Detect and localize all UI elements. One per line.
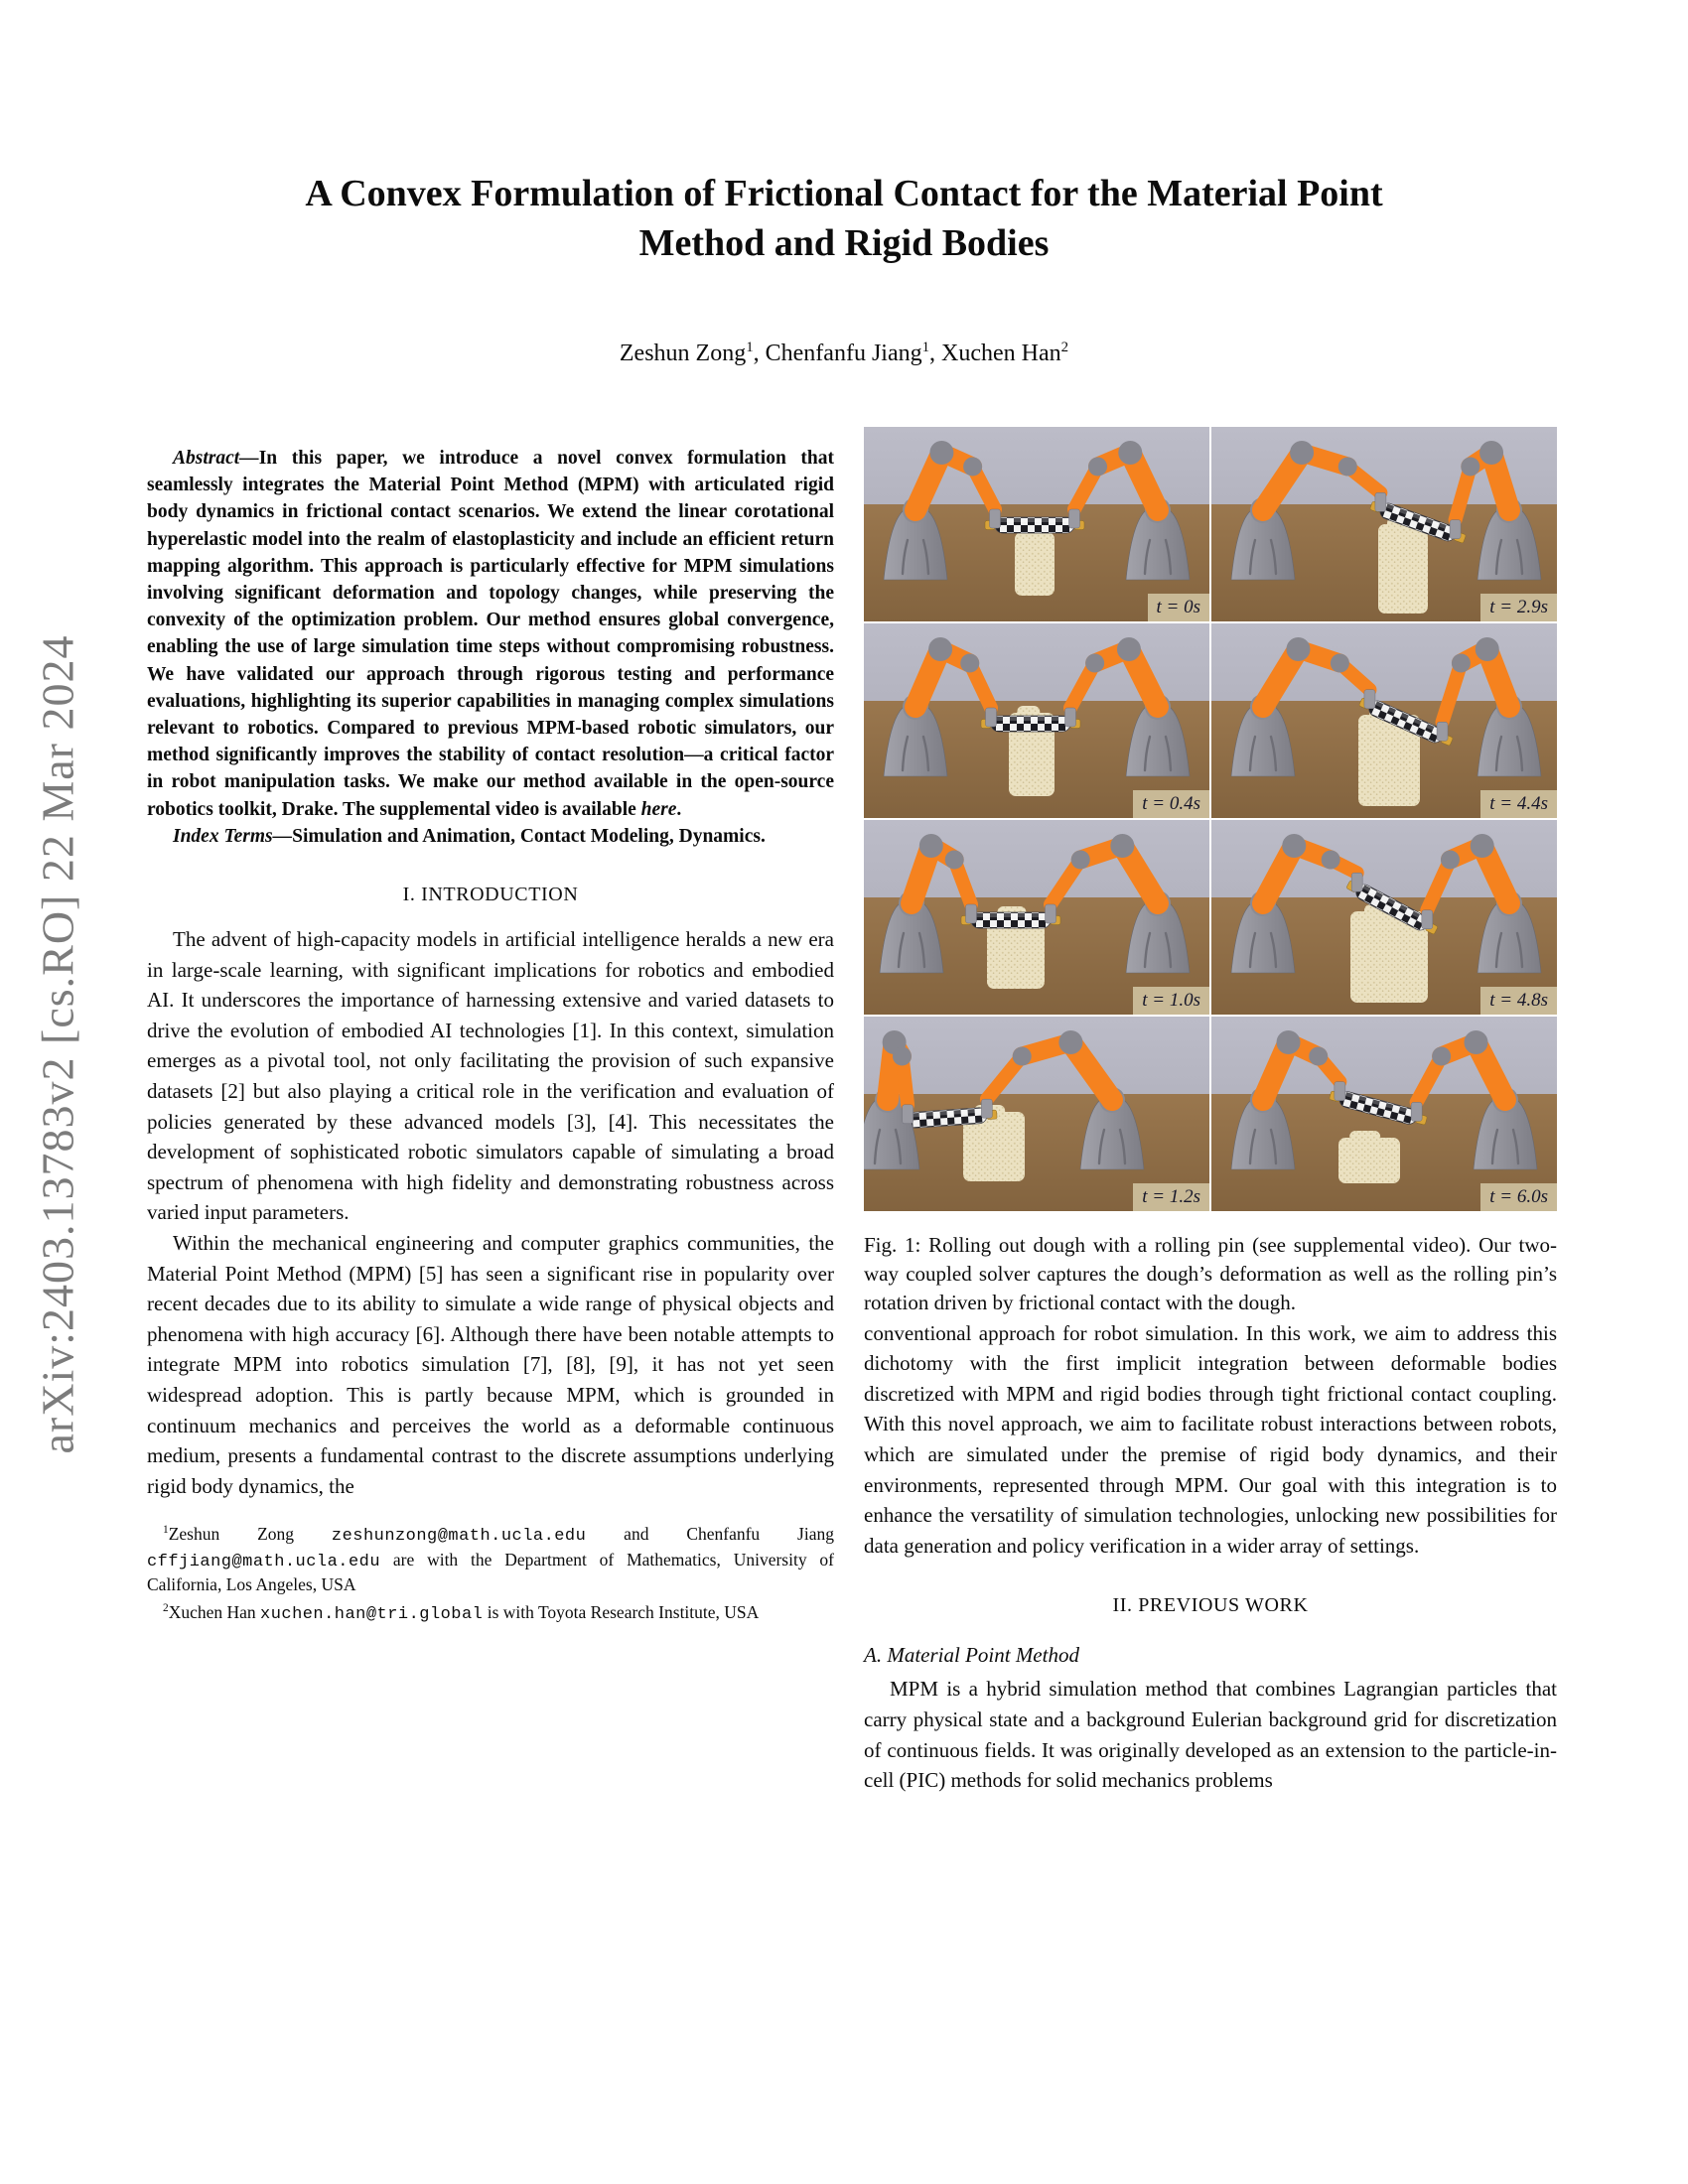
email-text: zeshunzong@math.ucla.edu: [331, 1527, 587, 1547]
robot-scene-svg: [864, 1017, 1209, 1211]
abstract-lead: Abstract—: [173, 448, 259, 469]
sim-frame: [864, 623, 1209, 818]
section-heading-introduction: I. INTRODUCTION: [402, 884, 579, 906]
author-name: Xuchen Han: [941, 341, 1061, 366]
timestamp-label: t = 4.8s: [1480, 987, 1557, 1015]
intro-paragraph-2: Within the mechanical engineering and computer graphics communities, the Material Point Method (MPM) [5] has seen a significant rise in popularity over recent decades due to its ability to simulate a wide range of physical objects and phenomena with high accuracy [6]. Although there have been notable attempts to integrate MPM into robotics simulation [7], [8], [9], it has not yet seen widespread adoption. This is partly because MPM, which is grounded in continuum mechanics and perceives the world as a deformable continuous medium, presents a fundamental contrast to the discrete assumptions underlying rigid body dynamics, the: [147, 1230, 834, 1498]
email-text: xuchen.han@tri.global: [260, 1604, 484, 1624]
footnote-text: is with Toyota Research Institute, USA: [483, 1601, 760, 1622]
timestamp-label: t = 4.4s: [1480, 790, 1557, 818]
timestamp-label: t = 1.2s: [1133, 1183, 1209, 1211]
caption-text: Rolling out dough with a rolling pin (see supplemental video). Our two-way coupled solver captures the dough’s deformation as well as the rolling pin’s rotation driven by frictional contact with the dough.: [864, 1233, 1557, 1315]
timestamp-label: t = 0s: [1148, 594, 1210, 621]
footnote: [147, 1597, 834, 1626]
author-affiliation-mark: 1: [921, 340, 930, 355]
footnote-text: Zeshun Zong: [168, 1524, 332, 1545]
continuation-paragraph: conventional approach for robot simulation. In this work, we aim to address this dichotomy with the first implicit integration between deformable bodies discretized with MPM and rigid bodies through tight frictional contact coupling. With this novel approach, we aim to facilitate robust interactions between robots, which are simulated under the premise of rigid body dynamics, and their environments, represented through MPM. Our goal with this integration is to enhance the versatility of simulation technologies, unlocking new possibilities for data generation and policy verification in a wider array of settings.: [864, 1320, 1557, 1558]
paper-title-line1: A Convex Formulation of Frictional Contact for the Material Point: [305, 173, 1383, 214]
email-text: cffjiang@math.ucla.edu: [147, 1552, 381, 1571]
index-terms-lead: Index Terms—: [173, 825, 293, 847]
author-affiliation-mark: 1: [746, 340, 754, 355]
subsection-heading-material-point-method: A. Material Point Method: [864, 1643, 1079, 1668]
left-column: [147, 439, 834, 1626]
abstract-period: .: [676, 798, 682, 820]
footnote-text: are with the Department of Mathematics, University of California, Los Angeles, USA: [147, 1549, 834, 1595]
caption-lead: Fig. 1:: [864, 1233, 921, 1257]
right-column: [864, 427, 1557, 1796]
robot-scene-svg: [1211, 820, 1557, 1015]
robot-scene-svg: [1211, 427, 1557, 621]
timestamp-label: t = 0.4s: [1133, 790, 1209, 818]
intro-paragraph-1: The advent of high-capacity models in artificial intelligence heralds a new era in large-scale learning, with significant implications for robotics and embodied AI. It underscores the importance of harnessing extensive and varied datasets to drive the evolution of embodied AI technologies [1]. In this context, simulation emerges as a pivotal tool, not only facilitating the provision of such expansive datasets [2] but also playing a critical role in the verification and evaluation of policies generated by these advanced models [3], [4]. This necessitates the development of sophisticated robotic simulators capable of simulating a broad spectrum of phenomena with high fidelity and demonstrating robustness across varied input parameters.: [147, 927, 834, 1225]
footnote-text: Xuchen Han: [168, 1601, 261, 1622]
author-name: Zeshun Zong: [619, 341, 747, 366]
index-terms-paragraph: [147, 823, 834, 850]
sim-frame: [864, 820, 1209, 1015]
timestamp-label: t = 2.9s: [1480, 594, 1557, 621]
abstract-text: In this paper, we introduce a novel convex formulation that seamlessly integrates the Material Point Method (MPM) with articulated rigid body dynamics in frictional contact scenarios. We extend the linear corotational hyperelastic model into the realm of elastoplasticity and include an efficient return mapping algorithm. This approach is particularly effective for MPM simulations involving significant deformation and topology changes, while preserving the convexity of the optimization problem. Our method ensures global convergence, enabling the use of large simulation time steps without compromising robustness. We have validated our approach through rigorous testing and performance evaluations, highlighting its superior capabilities in managing complex simulations relevant to robotics. Compared to previous MPM-based robotic simulators, our method significantly improves the stability of contact resolution—a critical factor in robot manipulation tasks. We make our method available in the open-source robotics toolkit, Drake. The supplemental video is available: [147, 448, 834, 820]
footnote: [147, 1519, 834, 1596]
robot-scene-svg: [1211, 623, 1557, 818]
index-terms-text: Simulation and Animation, Contact Modeling, Dynamics.: [292, 825, 766, 847]
section-heading-previous-work: II. PREVIOUS WORK: [1112, 1594, 1309, 1617]
paper-title: [0, 169, 1688, 268]
arxiv-watermark: arXiv:2403.13783v2 [cs.RO] 22 Mar 2024: [32, 634, 83, 1454]
sim-frame: [1211, 1017, 1557, 1211]
footnote-marker: 2: [163, 1601, 169, 1614]
sim-frame: [1211, 623, 1557, 818]
timestamp-label: t = 6.0s: [1480, 1183, 1557, 1211]
sim-frame: [864, 1017, 1209, 1211]
figure-caption: [864, 1231, 1557, 1318]
timestamp-label: t = 1.0s: [1133, 987, 1209, 1015]
sim-frame: [864, 427, 1209, 621]
robot-scene-svg: [1211, 1017, 1557, 1211]
robot-scene-svg: [864, 427, 1209, 621]
paper-title-line2: Method and Rigid Bodies: [638, 222, 1050, 264]
mpm-paragraph: MPM is a hybrid simulation method that combines Lagrangian particles that carry physical state and a background Eulerian background grid for discretization of continuous fields. It was originally developed as an extension to the particle-in-cell (PIC) methods for solid mechanics problems: [864, 1677, 1557, 1793]
supplemental-video-link[interactable]: here: [640, 798, 677, 820]
author-name: Chenfanfu Jiang: [765, 341, 922, 366]
sim-frame: [1211, 820, 1557, 1015]
footnote-text: and Chenfanfu Jiang: [586, 1524, 834, 1545]
figure-grid: [864, 427, 1557, 1211]
sim-frame: [1211, 427, 1557, 621]
author-affiliation-mark: 2: [1060, 340, 1069, 355]
footnote-marker: 1: [163, 1524, 169, 1537]
abstract-paragraph: [147, 445, 834, 823]
robot-scene-svg: [864, 820, 1209, 1015]
footnotes-block: [147, 1519, 834, 1626]
robot-scene-svg: [864, 623, 1209, 818]
authors-line: Zeshun Zong$^1$, Chenfanfu Jiang$^1$, Xuchen Han$^2$: [619, 340, 1069, 366]
